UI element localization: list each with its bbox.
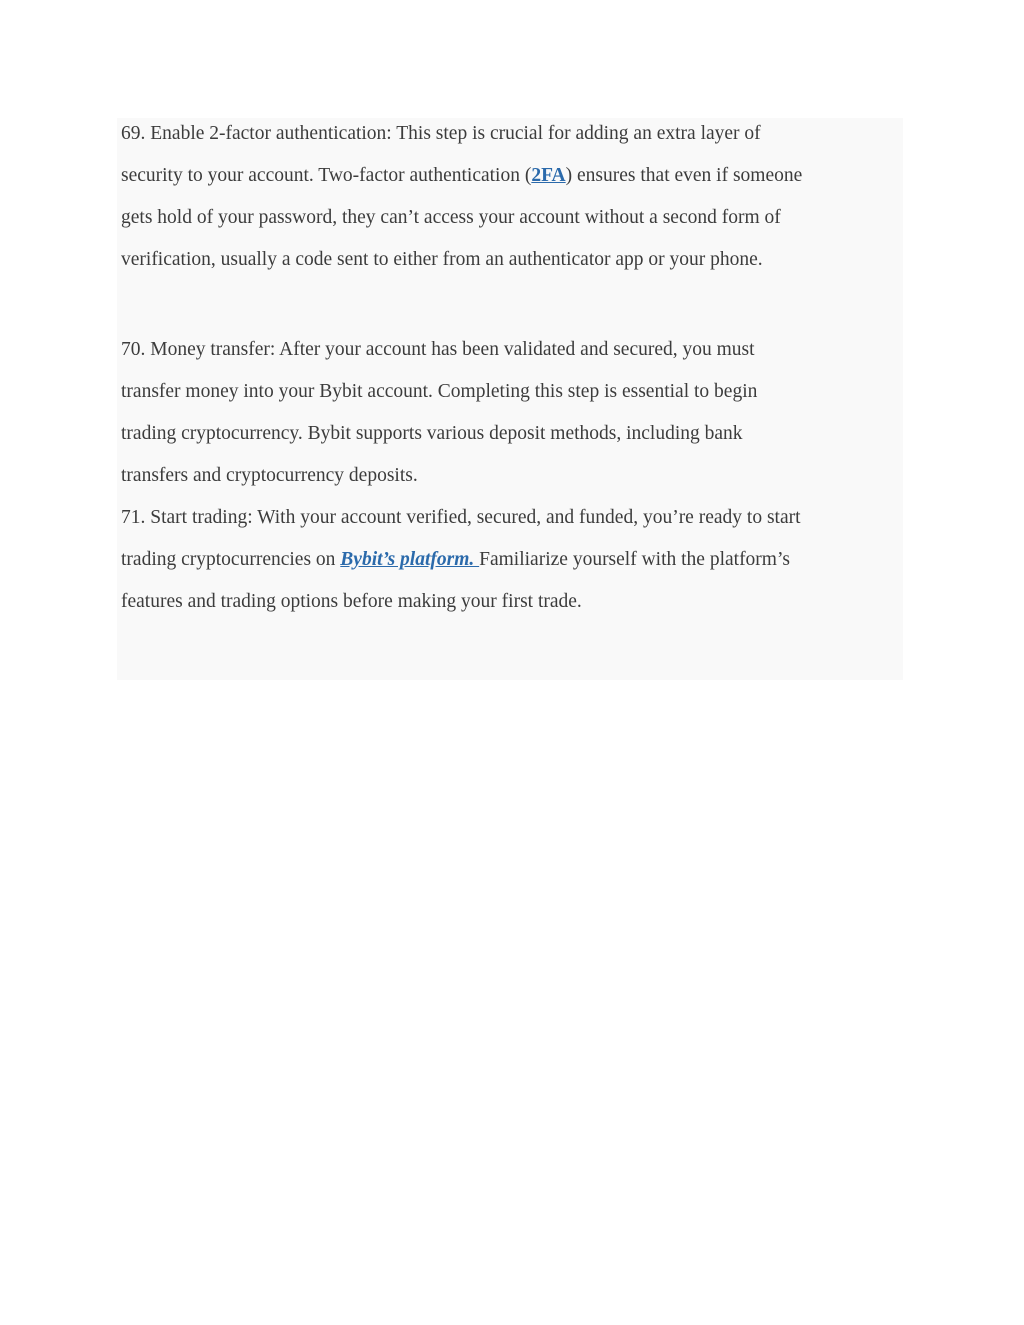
text-block — [117, 118, 903, 680]
paragraph-step-70 — [121, 329, 903, 497]
paragraph-text: Familiarize yourself with the platform’s — [479, 549, 790, 570]
text-line — [121, 497, 903, 539]
link-bybit-platform[interactable]: Bybit’s platform. — [340, 549, 480, 570]
paragraph-step-69 — [121, 113, 903, 281]
text-line — [121, 413, 903, 455]
paragraph-text: 70. Money transfer: After your account has been validated and secured, you must — [121, 339, 755, 360]
text-line — [121, 329, 903, 371]
text-line — [121, 581, 903, 623]
text-line — [121, 455, 903, 497]
paragraph-text: trading cryptocurrencies on — [121, 549, 341, 570]
text-line — [121, 155, 903, 197]
paragraph-text: ) ensures that even if someone — [565, 165, 803, 186]
paragraph-text: security to your account. Two-factor authentication ( — [121, 165, 532, 186]
link-2fa[interactable]: 2FA — [531, 165, 566, 186]
paragraph-text: features and trading options before making your first trade. — [121, 591, 582, 612]
text-line — [121, 539, 903, 581]
paragraph-text: transfer money into your Bybit account. Completing this step is essential to begin — [121, 381, 758, 402]
paragraph-text: gets hold of your password, they can’t access your account without a second form of — [121, 207, 781, 228]
paragraph-step-71 — [121, 497, 903, 623]
text-line — [121, 239, 903, 281]
text-line — [121, 197, 903, 239]
paragraph-text: trading cryptocurrency. Bybit supports various deposit methods, including bank — [121, 423, 743, 444]
paragraph-text: 69. Enable 2-factor authentication: This step is crucial for adding an extra layer of — [121, 123, 761, 144]
paragraph-text: verification, usually a code sent to either from an authenticator app or your phone. — [121, 249, 763, 270]
text-line — [121, 371, 903, 413]
paragraph-text: 71. Start trading: With your account verified, secured, and funded, you’re ready to start — [121, 507, 801, 528]
text-line — [121, 113, 903, 155]
paragraph-text: transfers and cryptocurrency deposits. — [121, 465, 418, 486]
